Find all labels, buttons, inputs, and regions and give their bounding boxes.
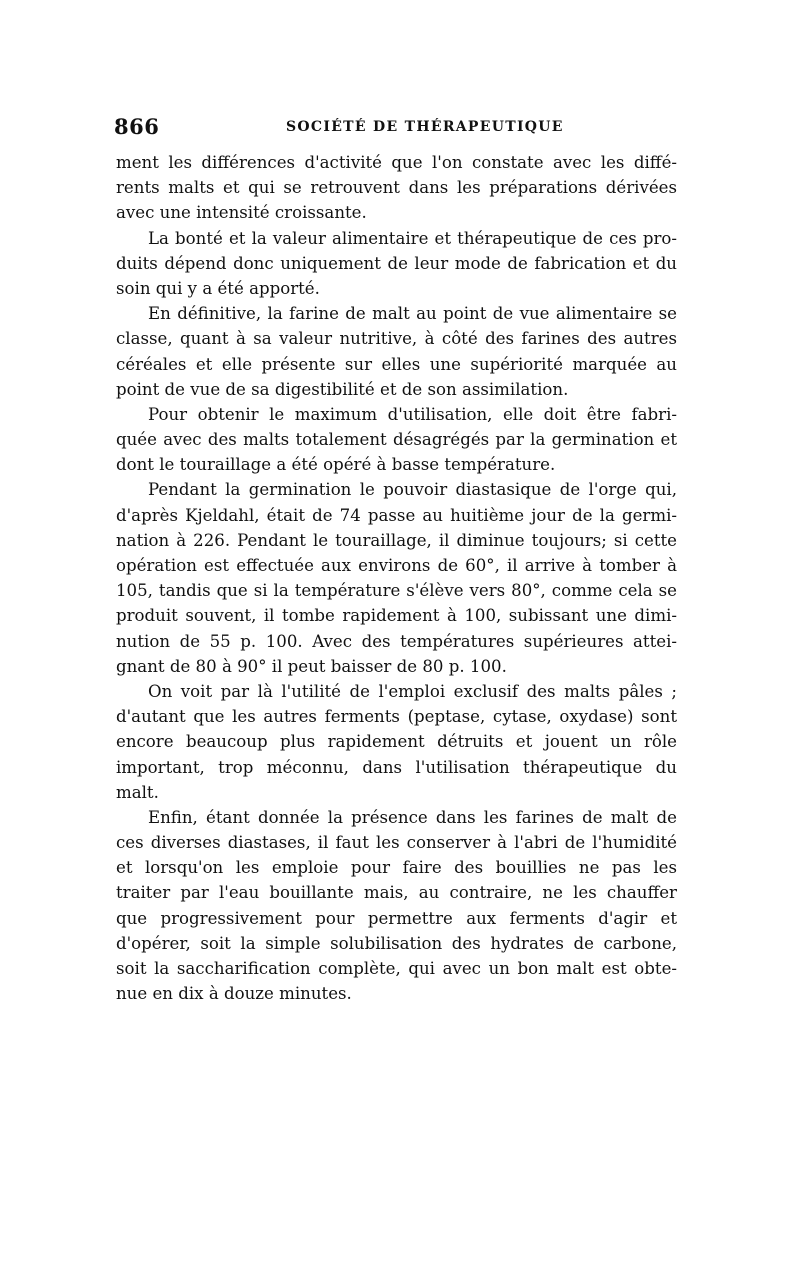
paragraph: [116, 301, 677, 402]
text-line: ment les différences d'activité que l'on constate avec les diffé-: [116, 153, 677, 172]
text-line: opération est effectuée aux environs de 60°, il arrive à tomber à: [116, 556, 677, 575]
text-line: quée avec des malts totalement désagrégés par la germination et: [116, 430, 677, 450]
text-line: et lorsqu'on les emploie pour faire des bouillies ne pas les: [116, 858, 677, 878]
text-line: produit souvent, il tombe rapidement à 100, subissant une dimi-: [116, 606, 677, 626]
paragraph: [116, 402, 677, 478]
text-line: ces diverses diastases, il faut les conserver à l'abri de l'humidité: [116, 833, 677, 853]
text-line: nution de 55 p. 100. Avec des températures supérieures attei-: [116, 631, 677, 651]
text-line: La bonté et la valeur alimentaire et thérapeutique de ces pro-: [148, 228, 677, 248]
paragraph: [116, 477, 677, 679]
text-line: rents malts et qui se retrouvent dans les préparations dérivées: [116, 178, 677, 198]
text-line: 105, tandis que si la température s'élève vers 80°, comme cela se: [116, 581, 677, 601]
text-line: Pendant la germination le pouvoir diastasique de l'orge qui,: [148, 480, 677, 500]
running-head-title: SOCIÉTÉ DE THÉRAPEUTIQUE: [286, 119, 564, 135]
text-line: soin qui y a été apporté.: [116, 278, 320, 298]
paragraph: [116, 150, 677, 226]
text-line: d'opérer, soit la simple solubilisation des hydrates de carbone,: [116, 933, 677, 953]
paragraph: [116, 805, 677, 1007]
text-line: dont le touraillage a été opéré à basse température.: [116, 455, 556, 475]
text-line: Enfin, étant donnée la présence dans les farines de malt de: [148, 807, 677, 827]
text-line: En définitive, la farine de malt au point de vue alimentaire se: [148, 304, 677, 324]
text-line: On voit par là l'utilité de l'emploi exclusif des malts pâles ;: [148, 681, 677, 701]
text-line: traiter par l'eau bouillante mais, au contraire, ne les chauffer: [116, 883, 677, 903]
text-line: duits dépend donc uniquement de leur mode de fabrication et du: [116, 253, 677, 273]
text-line: Pour obtenir le maximum d'utilisation, elle doit être fabri-: [148, 404, 677, 424]
paragraph: [116, 679, 677, 805]
text-line: avec une intensité croissante.: [116, 203, 367, 223]
text-line: céréales et elle présente sur elles une supériorité marquée au: [116, 354, 677, 374]
text-line: que progressivement pour permettre aux ferments d'agir et: [116, 908, 677, 928]
text-line: d'après Kjeldahl, était de 74 passe au huitième jour de la germi-: [116, 505, 677, 525]
text-line: encore beaucoup plus rapidement détruits et jouent un rôle: [116, 732, 677, 752]
text-line: malt.: [116, 782, 159, 802]
running-head: [114, 114, 674, 142]
paragraph: [116, 226, 677, 302]
text-line: point de vue de sa digestibilité et de son assimilation.: [116, 379, 569, 399]
text-line: classe, quant à sa valeur nutritive, à côté des farines des autres: [116, 329, 677, 349]
text-line: nue en dix à douze minutes.: [116, 984, 352, 1004]
body-text: [116, 150, 677, 1006]
text-line: important, trop méconnu, dans l'utilisation thérapeutique du: [116, 757, 677, 777]
page-number: 866: [114, 114, 160, 139]
text-line: gnant de 80 à 90° il peut baisser de 80 p. 100.: [116, 656, 507, 676]
text-line: nation à 226. Pendant le touraillage, il diminue toujours; si cette: [116, 530, 677, 550]
text-line: d'autant que les autres ferments (peptase, cytase, oxydase) sont: [116, 707, 677, 727]
text-line: soit la saccharification complète, qui avec un bon malt est obte-: [116, 959, 677, 978]
